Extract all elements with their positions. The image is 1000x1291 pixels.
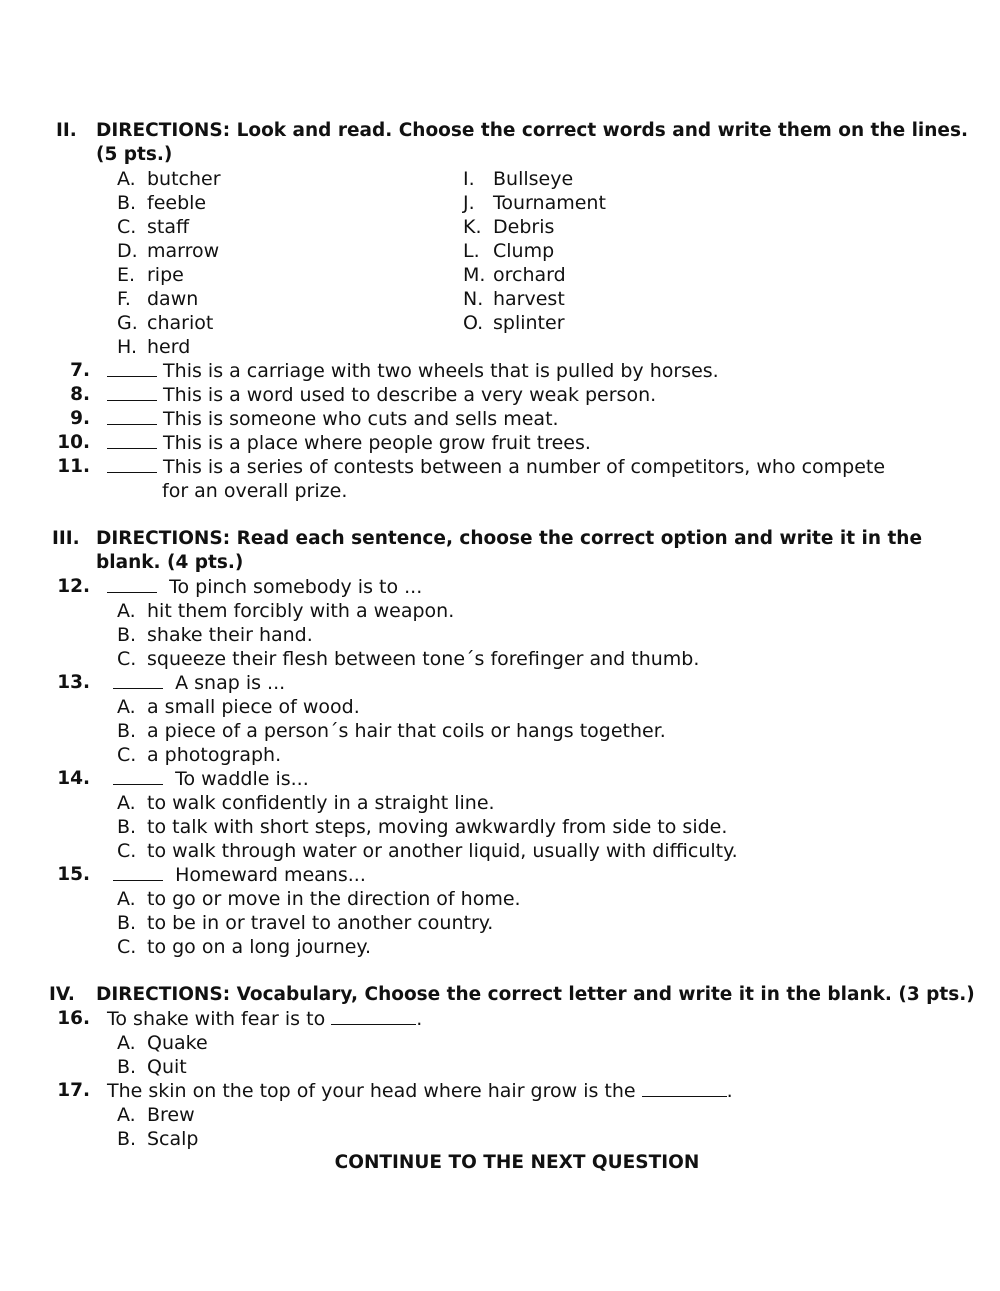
option-letter: A. xyxy=(117,888,136,910)
sentence-end: . xyxy=(726,1080,733,1102)
word-bank-item: harvest xyxy=(493,288,565,310)
option-text: Brew xyxy=(147,1104,195,1126)
section-3-points: blank. (4 pts.) xyxy=(96,552,244,573)
question-stem: Homeward means... xyxy=(175,864,366,886)
section-4-number: IV. xyxy=(49,984,75,1005)
option-letter: A. xyxy=(117,696,136,718)
question-item xyxy=(107,1007,422,1031)
word-bank-item: Clump xyxy=(493,240,555,262)
answer-blank[interactable] xyxy=(107,359,157,377)
option-letter: C. xyxy=(117,744,137,766)
question-text: This is a carriage with two wheels that is pulled by horses. xyxy=(163,360,719,382)
option-letter: A. xyxy=(117,600,136,622)
question-stem: The skin on the top of your head where hair grow is the xyxy=(107,1080,636,1102)
option-letter: B. xyxy=(117,912,137,934)
word-bank-item: butcher xyxy=(147,168,221,190)
answer-blank[interactable] xyxy=(331,1007,416,1025)
word-bank-item: chariot xyxy=(147,312,214,334)
option-letter: A. xyxy=(117,792,136,814)
option-letter: B. xyxy=(117,1128,137,1150)
word-bank-letter: M. xyxy=(463,264,486,286)
question-stem: To shake with fear is to xyxy=(107,1008,326,1030)
word-bank-item: herd xyxy=(147,336,191,358)
question-number: 11. xyxy=(57,456,90,477)
word-bank-letter: E. xyxy=(117,264,136,286)
word-bank-letter: G. xyxy=(117,312,138,334)
option-text: to talk with short steps, moving awkwardly from side to side. xyxy=(147,816,728,838)
question-item xyxy=(107,1079,733,1103)
option-text: to go or move in the direction of home. xyxy=(147,888,521,910)
question-stem: A snap is ... xyxy=(175,672,286,694)
question-number: 14. xyxy=(57,768,90,789)
question-text: This is a series of contests between a number of competitors, who compete xyxy=(163,456,886,478)
word-bank-item: marrow xyxy=(147,240,220,262)
word-bank-item: Tournament xyxy=(493,192,606,214)
question-text: This is someone who cuts and sells meat. xyxy=(163,408,559,430)
option-letter: C. xyxy=(117,936,137,958)
option-letter: C. xyxy=(117,840,137,862)
question-text: This is a place where people grow fruit trees. xyxy=(163,432,591,454)
word-bank-item: dawn xyxy=(147,288,199,310)
question-number: 8. xyxy=(70,384,90,405)
word-bank-item: ripe xyxy=(147,264,184,286)
option-letter: A. xyxy=(117,1032,136,1054)
question-number: 16. xyxy=(57,1008,90,1029)
sentence-end: . xyxy=(416,1008,423,1030)
answer-blank[interactable] xyxy=(107,383,157,401)
question-stem: To pinch somebody is to ... xyxy=(169,576,423,598)
question-text-continued: for an overall prize. xyxy=(162,480,348,502)
answer-blank[interactable] xyxy=(107,407,157,425)
option-text: a photograph. xyxy=(147,744,282,766)
question-item xyxy=(113,671,285,695)
word-bank-item: splinter xyxy=(493,312,565,334)
question-item xyxy=(113,767,309,791)
answer-blank[interactable] xyxy=(113,767,163,785)
word-bank-letter: O. xyxy=(463,312,484,334)
option-text: hit them forcibly with a weapon. xyxy=(147,600,455,622)
answer-blank[interactable] xyxy=(107,455,157,473)
question-item xyxy=(107,575,422,599)
section-2-points: (5 pts.) xyxy=(96,144,173,165)
option-letter: B. xyxy=(117,624,137,646)
question-item xyxy=(107,383,656,407)
question-number: 9. xyxy=(70,408,90,429)
question-stem: To waddle is... xyxy=(175,768,309,790)
question-number: 7. xyxy=(70,360,90,381)
word-bank-letter: K. xyxy=(463,216,482,238)
question-text: This is a word used to describe a very weak person. xyxy=(163,384,657,406)
continue-notice: CONTINUE TO THE NEXT QUESTION xyxy=(334,1152,700,1173)
answer-blank[interactable] xyxy=(113,863,163,881)
option-letter: B. xyxy=(117,720,137,742)
word-bank-letter: J. xyxy=(463,192,475,214)
option-text: a piece of a person´s hair that coils or hangs together. xyxy=(147,720,666,742)
option-text: to walk through water or another liquid, usually with difficulty. xyxy=(147,840,738,862)
section-2-number: II. xyxy=(56,120,77,141)
section-2-heading: DIRECTIONS: Look and read. Choose the correct words and write them on the lines. xyxy=(96,120,969,141)
question-item xyxy=(107,407,559,431)
section-3-number: III. xyxy=(52,528,80,549)
answer-blank[interactable] xyxy=(642,1079,727,1097)
option-text: Quake xyxy=(147,1032,208,1054)
question-number: 13. xyxy=(57,672,90,693)
question-item xyxy=(107,359,719,383)
word-bank-letter: F. xyxy=(117,288,131,310)
question-item xyxy=(113,863,366,887)
section-3-heading: DIRECTIONS: Read each sentence, choose the correct option and write it in the xyxy=(96,528,923,549)
option-text: to walk confidently in a straight line. xyxy=(147,792,495,814)
option-text: shake their hand. xyxy=(147,624,313,646)
word-bank-letter: C. xyxy=(117,216,137,238)
question-number: 15. xyxy=(57,864,90,885)
option-text: a small piece of wood. xyxy=(147,696,360,718)
word-bank-letter: H. xyxy=(117,336,137,358)
question-number: 12. xyxy=(57,576,90,597)
answer-blank[interactable] xyxy=(113,671,163,689)
option-letter: B. xyxy=(117,816,137,838)
word-bank-letter: B. xyxy=(117,192,137,214)
word-bank-letter: A. xyxy=(117,168,136,190)
question-number: 17. xyxy=(57,1080,90,1101)
option-text: to be in or travel to another country. xyxy=(147,912,494,934)
option-text: Quit xyxy=(147,1056,187,1078)
word-bank-letter: D. xyxy=(117,240,138,262)
word-bank-letter: L. xyxy=(463,240,480,262)
option-text: to go on a long journey. xyxy=(147,936,372,958)
word-bank-item: staff xyxy=(147,216,190,238)
option-letter: C. xyxy=(117,648,137,670)
answer-blank[interactable] xyxy=(107,431,157,449)
word-bank-letter: I. xyxy=(463,168,475,190)
word-bank-item: feeble xyxy=(147,192,207,214)
question-item xyxy=(107,431,591,455)
question-item xyxy=(107,455,885,479)
answer-blank[interactable] xyxy=(107,575,157,593)
question-number: 10. xyxy=(57,432,90,453)
option-text: Scalp xyxy=(147,1128,199,1150)
word-bank-letter: N. xyxy=(463,288,484,310)
option-text: squeeze their flesh between tone´s forefinger and thumb. xyxy=(147,648,700,670)
option-letter: B. xyxy=(117,1056,137,1078)
word-bank-item: orchard xyxy=(493,264,566,286)
word-bank-item: Debris xyxy=(493,216,555,238)
option-letter: A. xyxy=(117,1104,136,1126)
word-bank-item: Bullseye xyxy=(493,168,574,190)
section-4-heading: DIRECTIONS: Vocabulary, Choose the correct letter and write it in the blank. (3 pts.) xyxy=(96,984,975,1005)
